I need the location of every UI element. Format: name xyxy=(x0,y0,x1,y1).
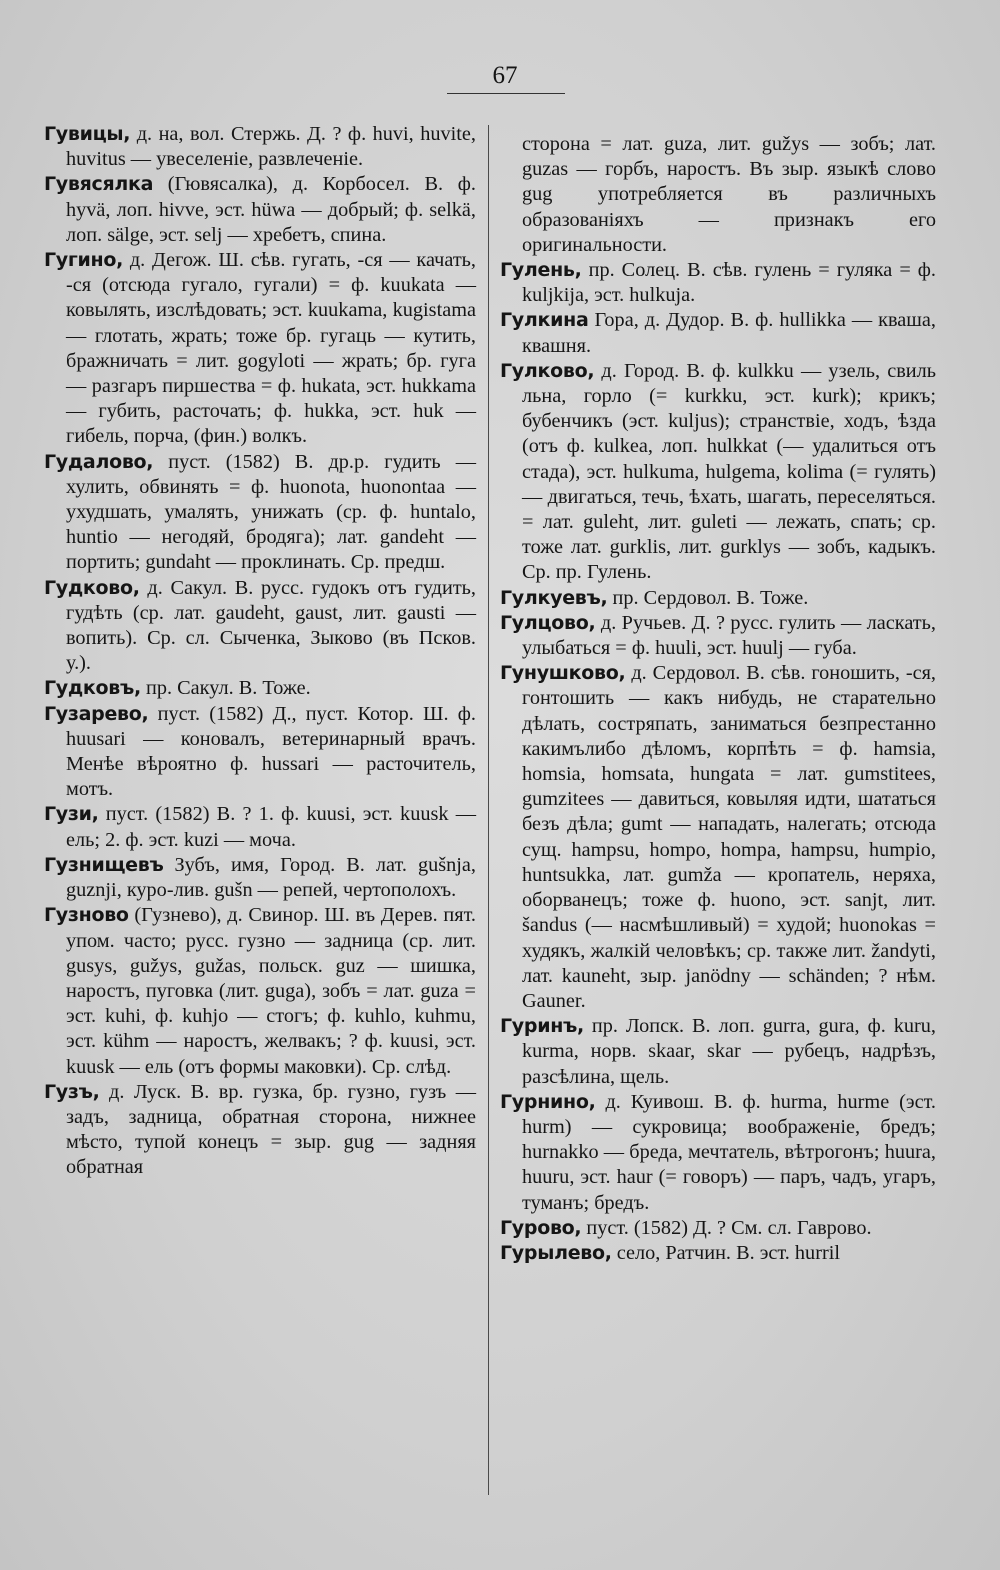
dictionary-entry xyxy=(500,132,936,258)
dictionary-entry xyxy=(44,248,476,450)
entry-headword: Гурылево, xyxy=(500,1241,612,1264)
dictionary-entry xyxy=(44,702,476,803)
dictionary-entry xyxy=(44,802,476,852)
dictionary-entry xyxy=(44,122,476,172)
entry-text: село, Ратчин. В. эст. hurril xyxy=(611,1241,840,1264)
dictionary-entry xyxy=(44,172,476,248)
entry-headword: Гувясялка xyxy=(44,173,154,196)
dictionary-entry xyxy=(500,1241,936,1266)
entry-headword: Гунушково, xyxy=(500,662,626,685)
entry-headword: Гуринъ, xyxy=(500,1015,584,1038)
entry-text: д. Город. В. ф. kulkku — узель, свиль льна, горло (= kurkku, эст. kurk); крикъ; бубенчикъ (эст. kuljus); странствіе, ходъ, ѣзда (отъ ф. kulkea, лоп. hulkkat (— удалиться отъ стада), эст. hulkuma, hulgema, kolima (= гулять) — двигаться, течь, ѣхать, шагать, переселяться. = лат. guleht, лит. guleti — лежать, спать; ср. тоже лат. gurklis, лит. gurklys — зобъ, кадыкъ. Ср. пр. Гулень. xyxy=(522,359,936,584)
entry-text: д. Сакул. В. русс. гудокъ отъ гудить, гудѣть (ср. лат. gaudeht, gaust, лит. gausti — вопить). Ср. сл. Сыченка, Зыково (въ Псков. у.). xyxy=(66,576,476,675)
entry-headword: Гулень, xyxy=(500,259,582,282)
dictionary-entry xyxy=(500,661,936,1014)
entry-headword: Гузъ, xyxy=(44,1080,100,1103)
dictionary-entry xyxy=(500,611,936,661)
entry-headword: Гувицы, xyxy=(44,123,131,145)
entry-text: пуст. (1582) В. др.р. гудить — хулить, обвинять = ф. huonota, huonontaa — ухудшать, умалять, унижать (ср. ф. huntalo, huntio — негодяй, бродяга); лат. gandeht — портить; gundaht — проклинать. Ср. предш. xyxy=(66,450,476,574)
entry-headword: Гурнино, xyxy=(500,1090,596,1113)
entry-text: пр. Солец. В. сѣв. гулень = гуляка = ф. kuljkija, эст. hulkuja. xyxy=(522,259,936,307)
right-column xyxy=(500,132,936,1266)
entry-text: д. Луск. В. вр. гузка, бр. гузно, гузъ — задъ, задница, обратная сторона, нижнее мѣсто, тупой конецъ = зыр. gug — задняя обратная xyxy=(66,1080,476,1179)
column-divider xyxy=(488,125,489,1495)
dictionary-entry xyxy=(44,1080,476,1181)
entry-text: пуст. (1582) В. ? 1. ф. kuusi, эст. kuusk — ель; 2. ф. эст. kuzi — моча. xyxy=(66,803,476,851)
page-number: 67 xyxy=(492,62,518,89)
entry-headword: Гудковъ, xyxy=(44,677,141,700)
entry-headword: Гузарево, xyxy=(44,702,149,725)
dictionary-entry xyxy=(500,258,936,308)
entry-text: пуст. (1582) Д. ? См. сл. Гаврово. xyxy=(581,1216,872,1239)
entry-headword: Гурово, xyxy=(500,1216,582,1239)
dictionary-entry xyxy=(500,1090,936,1216)
entry-text: сторона = лат. guza, лит. gužys — зобъ; лат. guzas — горбъ, наростъ. Въ зыр. языкѣ слово gug употребляется въ различныхъ образованіяхъ — признакъ его оригинальности. xyxy=(522,133,936,256)
entry-headword: Гузново xyxy=(44,904,129,927)
entry-headword: Гудково, xyxy=(44,576,140,599)
entry-headword: Гулково, xyxy=(500,359,595,382)
header-rule xyxy=(447,93,565,94)
entry-headword: Гузнищевъ xyxy=(44,853,164,876)
entry-text: пр. Сердовол. В. Тоже. xyxy=(607,586,809,609)
entry-text: пуст. (1582) Д., пуст. Котор. Ш. ф. huusari — коновалъ, ветеринарный врачъ. Менѣе вѣроятно ф. hussari — расточитель, мотъ. xyxy=(66,702,476,801)
entry-text: д. Дегож. Ш. сѣв. гугать, -ся — качать, -ся (отсюда гугало, гугали) = ф. kuukata — ковылять, изслѣдовать; эст. kuukama, kugistama — глотать, жрать; тоже бр. гугаць — кутить, бражничать = лит. gogyloti — жрать; бр. гуга — разгаръ пиршества = ф. hukata, эст. hukkama — губить, расточать; ф. hukka, эст. huk — гибель, порча, (фин.) волкъ. xyxy=(66,249,476,448)
entry-text: пр. Сакул. В. Тоже. xyxy=(140,677,311,700)
entry-text: Зубъ, имя, Город. В. лат. gušnja, guznji, куро-лив. gušn — репей, чертополохъ. xyxy=(66,853,476,902)
dictionary-entry xyxy=(44,853,476,903)
dictionary-entry xyxy=(500,586,936,611)
entry-text: д. Ручьев. Д. ? русс. гулить — ласкать, улыбаться = ф. huuli, эст. huulj — губа. xyxy=(522,611,936,660)
entry-headword: Гугино, xyxy=(44,249,124,272)
dictionary-entry xyxy=(500,1014,936,1090)
dictionary-entry xyxy=(500,308,936,358)
entry-text: д. Сердовол. В. сѣв. гоношить, -ся, гонтошить — какъ нибудь, не старательно дѣлать, состряпать, заниматься безпрестанно какимълибо дѣломъ, корпѣть = ф. hamsia, homsia, homsata, hungata = лат. gumstitees, gumzitees — давиться, ковыляя идти, шататься безъ дѣла; gumt — нападать, налегать; отсюда сущ. hampsu, hompo, hompa, hampsu, humpio, huntsukka, лат. gumža — кропатель, неряха, оборванецъ; тоже ф. huono, эст. sanjt, лит. šandus (— насмѣшливый) = худой; huonokas = худякъ, жалкій человѣкъ; ср. также лит. žandyti, лат. kauneht, зыр. janödny — schänden; ? нѣм. Gauner. xyxy=(522,662,936,1012)
entry-text: (Гювясалка), д. Корбосел. В. ф. hyvä, лоп. hivve, эст. hüwa — добрый; ф. selkä, лоп. sälge, эст. selj — хребетъ, спина. xyxy=(66,173,476,246)
dictionary-entry xyxy=(44,676,476,701)
entry-headword: Гулкуевъ, xyxy=(500,586,608,609)
dictionary-entry xyxy=(44,903,476,1079)
dictionary-entry xyxy=(44,450,476,576)
dictionary-entry xyxy=(500,359,936,586)
entry-headword: Гудалово, xyxy=(44,450,154,473)
entry-headword: Гулкина xyxy=(500,309,589,332)
left-column xyxy=(44,122,476,1181)
entry-text: пр. Лопск. В. лоп. gurra, gura, ф. kuru, kurma, норв. skaar, skar — рубецъ, надрѣзъ, разсѣлина, щель. xyxy=(522,1015,936,1088)
entry-text: д. на, вол. Стержь. Д. ? ф. huvi, huvite, huvitus — увеселеніе, развлеченіе. xyxy=(66,123,476,171)
dictionary-entry xyxy=(44,576,476,677)
entry-text: (Гузнево), д. Свинор. Ш. въ Дерев. пят. упом. часто; русс. гузно — задница (ср. лит. gusys, gužys, gužas, польск. guz — шишка, наростъ, пуговка (лит. guga), зобъ = лат. guza = эст. kuhi, ф. kuhjo — стогъ; ф. kuhlo, kuhmu, эст. kühm — наростъ, желвакъ; ? ф. kuusi, эст. kuusk — ель (отъ формы маковки). Ср. слѣд. xyxy=(66,904,476,1078)
entry-headword: Гулцово, xyxy=(500,611,596,634)
entry-text: Гора, д. Дудор. В. ф. hullikka — кваша, квашня. xyxy=(522,309,936,357)
entry-text: д. Куивош. В. ф. hurma, hurme (эст. hurm) — сукровица; воображеніе, бредъ; hurnakko — бреда, мечтатель, вѣтрогонъ; huura, huuru, эст. haur (= говоръ) — паръ, чадъ, угаръ, туманъ; бредъ. xyxy=(522,1090,936,1214)
entry-headword: Гузи, xyxy=(44,803,99,826)
dictionary-entry xyxy=(500,1216,936,1241)
